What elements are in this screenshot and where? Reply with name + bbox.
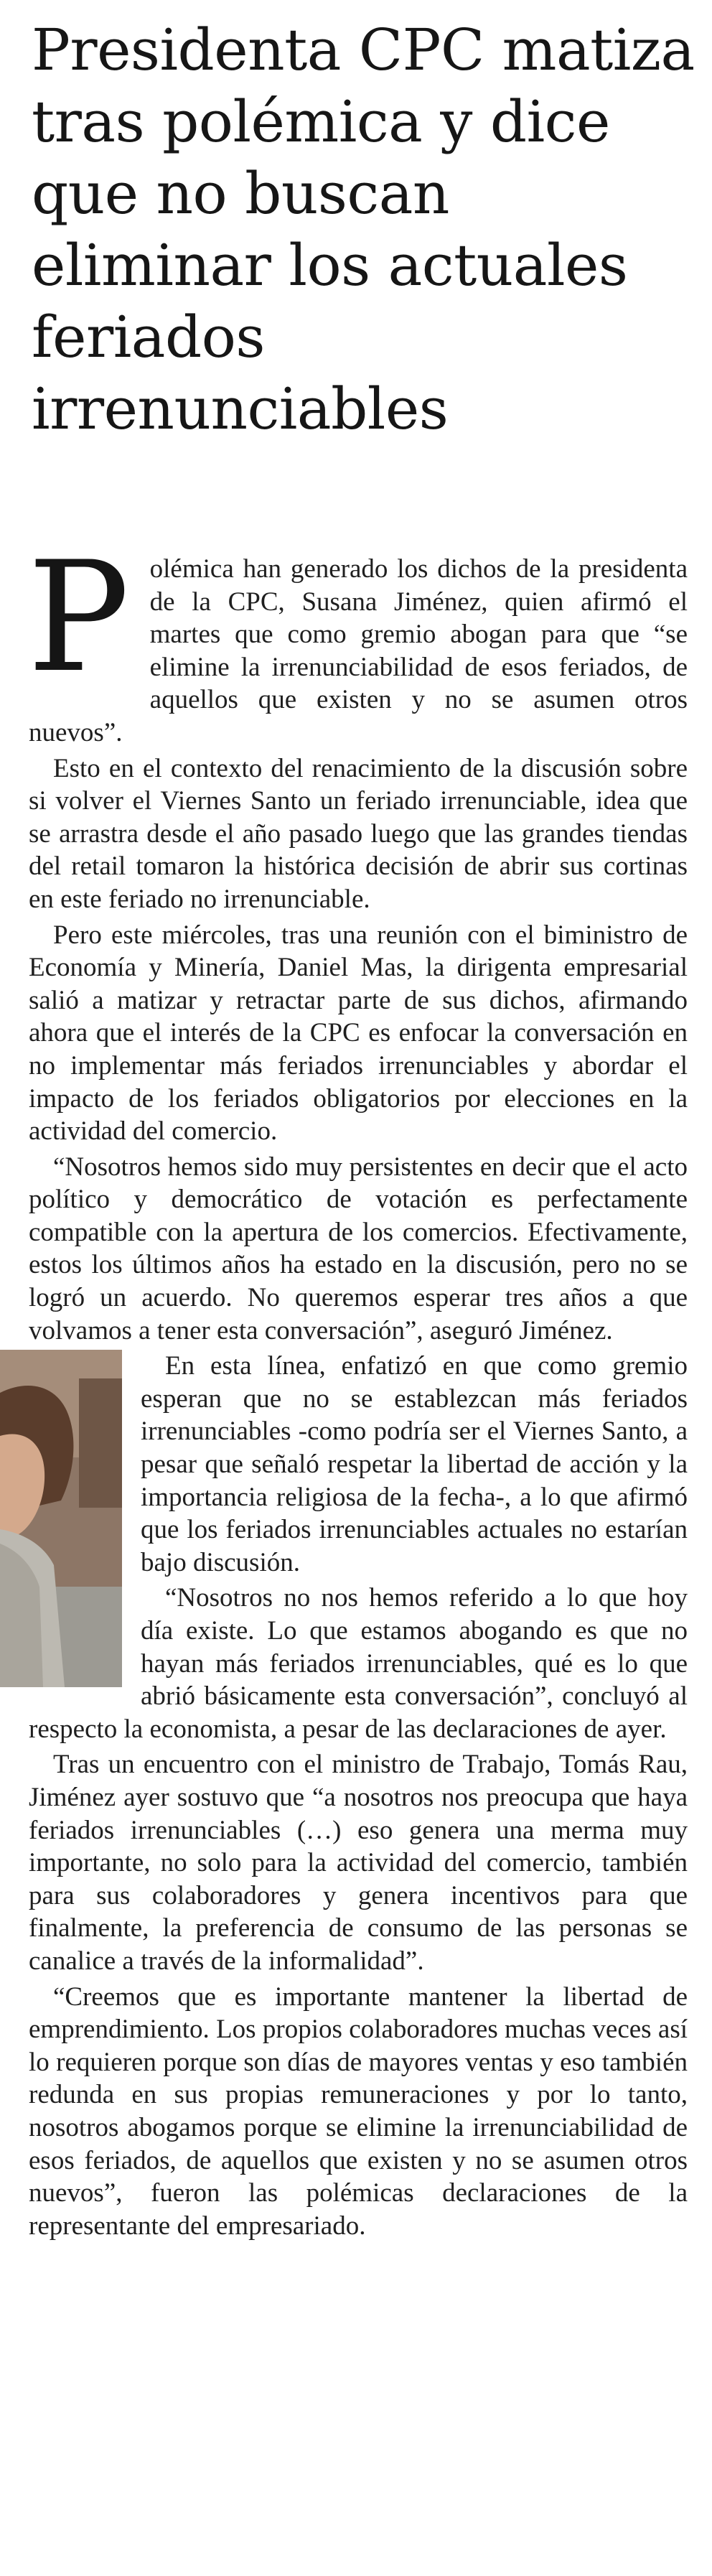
article-paragraph: En esta línea, enfatizó en que como gremio esperan que no se establezcan más feriados irrenunciables -como podría ser el Viernes Santo, a pesar que señaló respetar la libertad de acción y la importancia religiosa de la fecha-, a lo que afirmó que los feriados irrenunciables actuales no estarían bajo discusión. <box>141 1351 688 1577</box>
article-paragraph: Pero este miércoles, tras una reunión con el biministro de Economía y Minería, Daniel Mas, la dirigenta empresarial salió a matizar y retractar parte de sus dichos, afirmando ahora que el interés de la CPC es enfocar la conversación en no implementar más feriados irrenunciables y abordar el impacto de los feriados obligatorios por elecciones en la actividad del comercio. <box>29 920 688 1147</box>
drop-cap: P <box>27 528 130 706</box>
photo-image <box>0 1350 122 1687</box>
article-paragraph: “Creemos que es importante mantener la libertad de emprendimiento. Los propios colaboradores muchas veces así lo requieren porque son días de mayores ventas y eso también redunda en sus propias remuneraciones y por lo tanto, nosotros abogamos porque se elimine la irrenunciabilidad de esos feriados, de aquellos que existen y no se asumen otros nuevos”, fueron las polémicas declaraciones de la representante del empresariado. <box>29 1982 688 2241</box>
article-body <box>27 528 688 2245</box>
paragraph-text: olémica han generado los dichos de la presidenta de la CPC, Susana Jiménez, quien afirmó el martes que como gremio abogan para que “se elimine la irrenunciabilidad de esos feriados, de aquellos que existen y no se asumen otros nuevos”. <box>29 554 688 747</box>
article-paragraph: Esto en el contexto del renacimiento de la discusión sobre si volver el Viernes Santo un feriado irrenunciable, idea que se arrastra desde el año pasado luego que las grandes tiendas del retail tomaron la histórica decisión de abrir sus cortinas en este feriado no irrenunciable. <box>29 753 688 914</box>
portrait-photo <box>0 1350 122 1687</box>
article-paragraph: “Nosotros no nos hemos referido a lo que hoy día existe. Lo que estamos abogando es que no hayan más feriados irrenunciables, qué es lo que abrió básicamente esta conversación”, concluyó al respecto la economista, a pesar de las declaraciones de ayer. <box>29 1583 688 1744</box>
article-paragraph <box>27 528 688 750</box>
article-paragraph: “Nosotros hemos sido muy persistentes en decir que el acto político y democrático de votación es perfectamente compatible con la apertura de los comercios. Efectivamente, estos los últimos años ha estado en la discusión, pero no se logró un acuerdo. No queremos esperar tres años a que volvamos a tener esta conversación”, aseguró Jiménez. <box>29 1152 688 1345</box>
article-paragraph: Tras un encuentro con el ministro de Trabajo, Tomás Rau, Jiménez ayer sostuvo que “a nosotros nos preocupa que haya feriados irrenunciables (…) eso genera una merma muy importante, no solo para la actividad del comercio, también para sus colaboradores y genera incentivos para que finalmente, la preferencia de consumo de las personas se canalice a través de la informalidad”. <box>29 1750 688 1976</box>
headline: Presidenta CPC matiza tras polémica y dice que no buscan eliminar los actuales feriados irrenunciables <box>32 17 695 442</box>
